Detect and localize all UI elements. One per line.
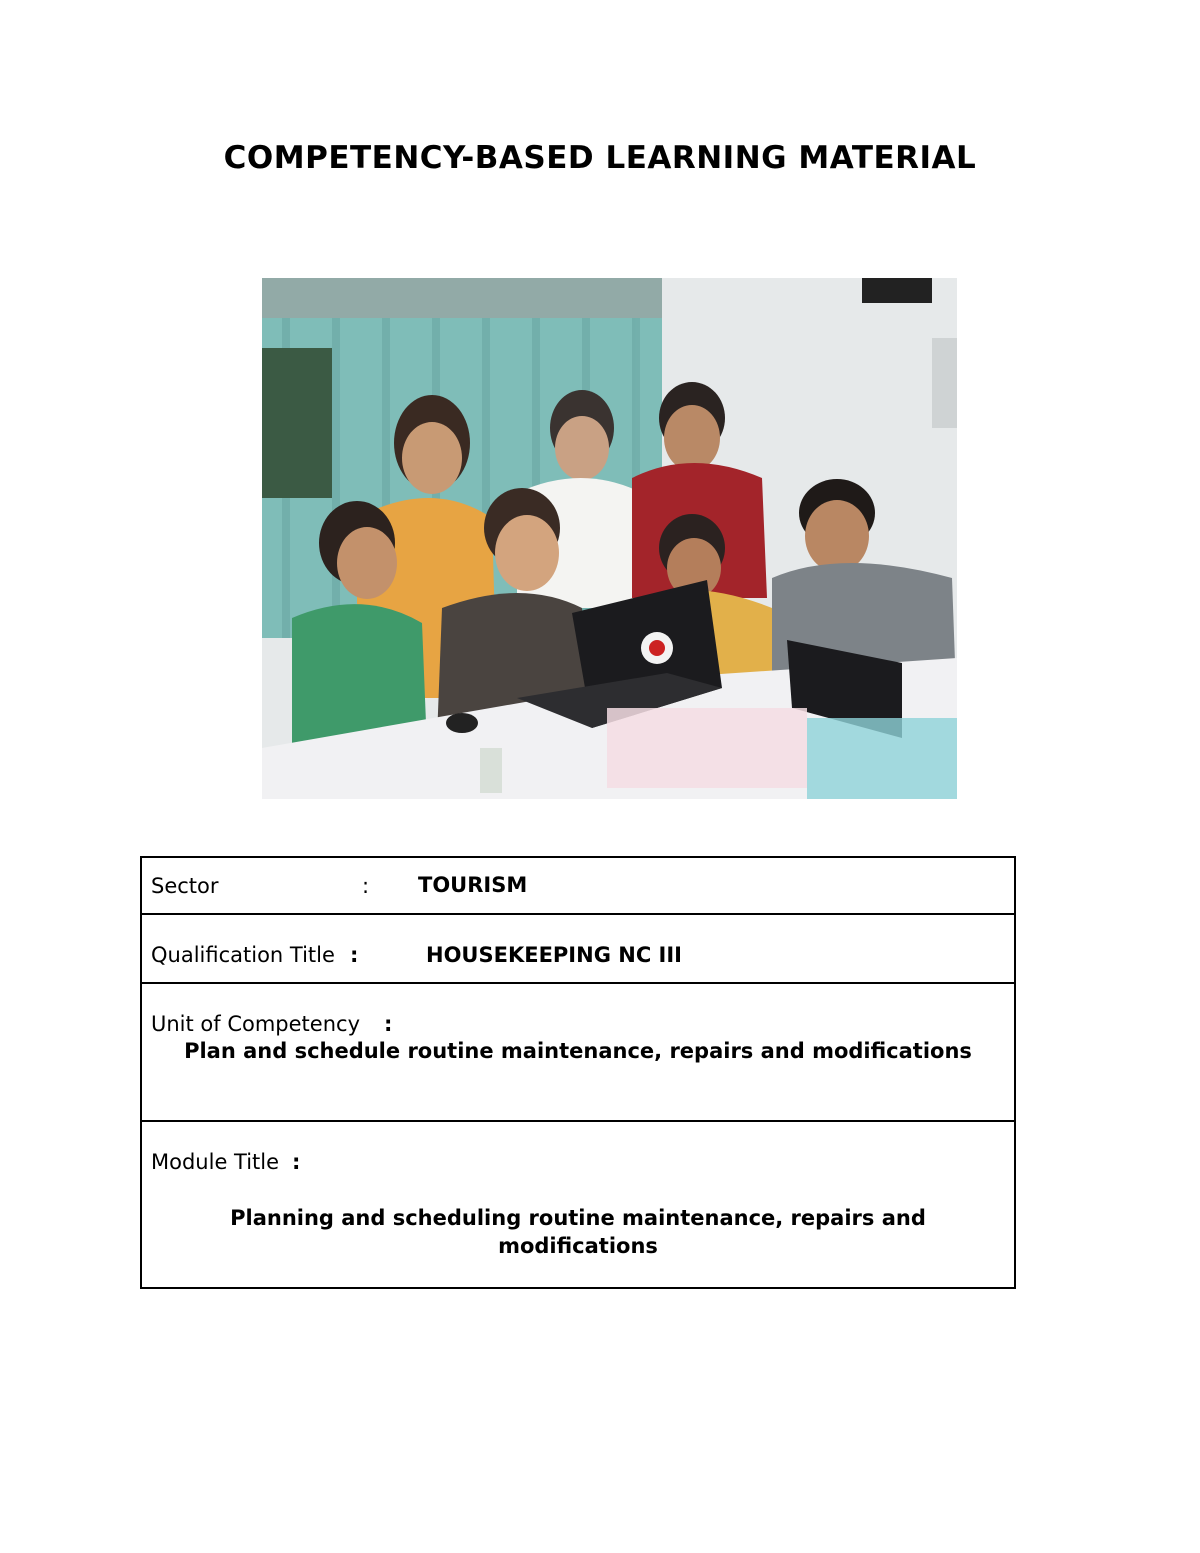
module-colon: : xyxy=(292,1150,301,1174)
photo-poster xyxy=(262,348,332,498)
group-photo xyxy=(262,278,957,799)
unit-colon: : xyxy=(384,1012,393,1036)
info-table xyxy=(140,856,1016,1289)
photo-illustration xyxy=(262,278,957,799)
document-title: COMPETENCY-BASED LEARNING MATERIAL xyxy=(223,140,977,176)
qualification-colon: : xyxy=(350,943,359,967)
row-unit-of-competency xyxy=(142,984,1014,1122)
qualification-value: HOUSEKEEPING NC III xyxy=(426,943,682,967)
unit-label: Unit of Competency xyxy=(151,1012,360,1036)
sector-label: Sector xyxy=(151,874,219,898)
row-sector xyxy=(142,858,1014,915)
sector-colon: : xyxy=(362,874,370,898)
row-module-title xyxy=(142,1122,1014,1287)
row-qualification xyxy=(142,915,1014,984)
module-label: Module Title xyxy=(151,1150,280,1174)
unit-value: Plan and schedule routine maintenance, repairs and modifications xyxy=(184,1039,972,1063)
sector-value: TOURISM xyxy=(418,873,528,897)
qualification-label: Qualification Title xyxy=(151,943,335,967)
module-value: Planning and scheduling routine maintenance, repairs and modifications xyxy=(230,1206,926,1258)
